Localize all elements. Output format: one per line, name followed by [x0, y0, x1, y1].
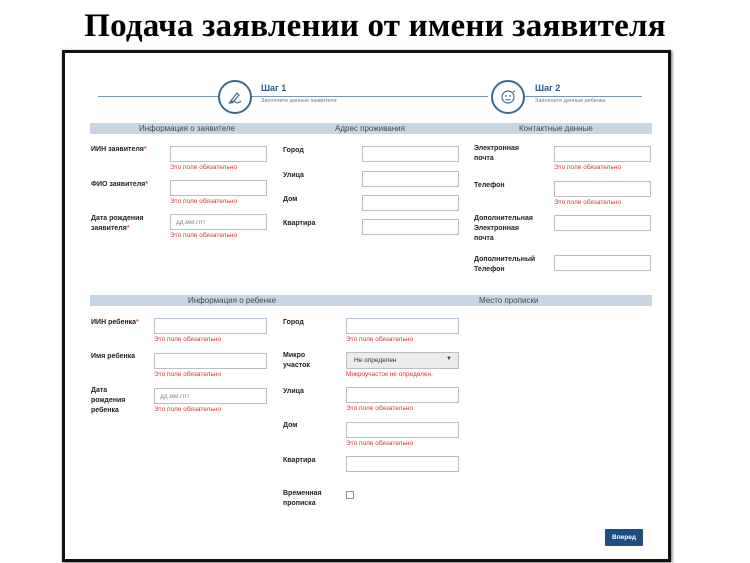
step-1-subtitle: Заполните данные заявителя	[261, 98, 337, 104]
registration-house-input[interactable]	[346, 422, 459, 438]
child-name-error: Это поле обязательно	[154, 371, 222, 378]
chevron-down-icon: ▼	[446, 356, 452, 362]
child-birthdate-input[interactable]	[154, 388, 267, 404]
registration-house-error: Это поле обязательно	[346, 440, 414, 447]
applicant-birthdate-input[interactable]	[170, 214, 267, 230]
registration-temporary-checkbox[interactable]	[346, 491, 354, 499]
contacts-email-label: Электронная почта	[474, 145, 519, 162]
residence-house-label: Дом	[283, 196, 298, 203]
wizard-line	[98, 96, 218, 97]
contacts-phone-input[interactable]	[554, 181, 651, 197]
child-iin-error: Это поле обязательно	[154, 336, 222, 343]
step-1-circle[interactable]	[218, 80, 252, 114]
residence-street-input[interactable]	[362, 171, 459, 187]
section-title-residence: Адрес проживания	[335, 124, 405, 133]
applicant-iin-label: ИИН заявителя*	[91, 146, 147, 153]
wizard-steps	[65, 53, 668, 117]
registration-street-error: Это поле обязательно	[346, 405, 414, 412]
applicant-fio-input[interactable]	[170, 180, 267, 196]
slide-title: Подача заявлении от имени заявителя	[84, 8, 666, 44]
wizard-line	[522, 96, 642, 97]
hand-pen-icon	[226, 88, 244, 106]
registration-street-input[interactable]	[346, 387, 459, 403]
section-title-child: Информация о ребенке	[188, 296, 277, 305]
residence-apartment-label: Квартира	[283, 220, 316, 227]
wizard-line	[250, 96, 488, 97]
contacts-extra-phone-input[interactable]	[554, 255, 651, 271]
child-birthdate-label: Дата рождения ребенка	[91, 387, 126, 414]
residence-city-label: Город	[283, 147, 304, 154]
next-button[interactable]: Вперед	[605, 529, 643, 546]
section-title-registration: Место прописки	[479, 296, 539, 305]
section-header-applicant	[90, 123, 652, 134]
registration-apartment-input[interactable]	[346, 456, 459, 472]
step-2-subtitle: Заполните данные ребенка	[535, 98, 606, 104]
applicant-birthdate-error: Это поле обязательно	[170, 232, 238, 239]
registration-city-label: Город	[283, 319, 304, 326]
applicant-fio-error: Это поле обязательно	[170, 198, 238, 205]
child-iin-input[interactable]	[154, 318, 267, 334]
child-birthdate-error: Это поле обязательно	[154, 406, 222, 413]
step-2-circle[interactable]	[491, 80, 525, 114]
contacts-extra-email-label: Дополнительная Электронная почта	[474, 215, 533, 242]
registration-temporary-label: Временная прописка	[283, 490, 322, 507]
contacts-phone-error: Это поле обязательно	[554, 199, 622, 206]
contacts-email-error: Это поле обязательно	[554, 164, 622, 171]
applicant-iin-input[interactable]	[170, 146, 267, 162]
step-2-title: Шаг 2	[535, 83, 561, 93]
form-screenshot	[62, 50, 671, 562]
applicant-fio-label: ФИО заявителя*	[91, 181, 148, 188]
contacts-phone-label: Телефон	[474, 182, 505, 189]
residence-city-input[interactable]	[362, 146, 459, 162]
applicant-iin-error: Это поле обязательно	[170, 164, 238, 171]
section-title-applicant: Информация о заявителе	[139, 124, 235, 133]
child-name-input[interactable]	[154, 353, 267, 369]
section-title-contacts: Контактные данные	[519, 124, 593, 133]
contacts-email-input[interactable]	[554, 146, 651, 162]
step-1-title: Шаг 1	[261, 83, 287, 93]
registration-street-label: Улица	[283, 388, 304, 395]
child-iin-label: ИИН ребенка*	[91, 319, 139, 326]
applicant-birthdate-label: Дата рождения заявителя*	[91, 215, 144, 232]
registration-micro-label: Микро участок	[283, 352, 310, 369]
residence-apartment-input[interactable]	[362, 219, 459, 235]
section-header-child	[90, 295, 652, 306]
registration-city-error: Это поле обязательно	[346, 336, 414, 343]
contacts-extra-email-input[interactable]	[554, 215, 651, 231]
registration-micro-error: Микроучасток не определен.	[346, 371, 433, 378]
registration-micro-select[interactable]	[346, 352, 459, 369]
registration-micro-value: Не определен	[354, 357, 397, 364]
registration-house-label: Дом	[283, 422, 298, 429]
registration-city-input[interactable]	[346, 318, 459, 334]
residence-street-label: Улица	[283, 172, 304, 179]
registration-apartment-label: Квартира	[283, 457, 316, 464]
contacts-extra-phone-label: Дополнительный Телефон	[474, 256, 536, 273]
residence-house-input[interactable]	[362, 195, 459, 211]
baby-icon	[499, 88, 517, 106]
child-name-label: Имя ребенка	[91, 353, 136, 360]
